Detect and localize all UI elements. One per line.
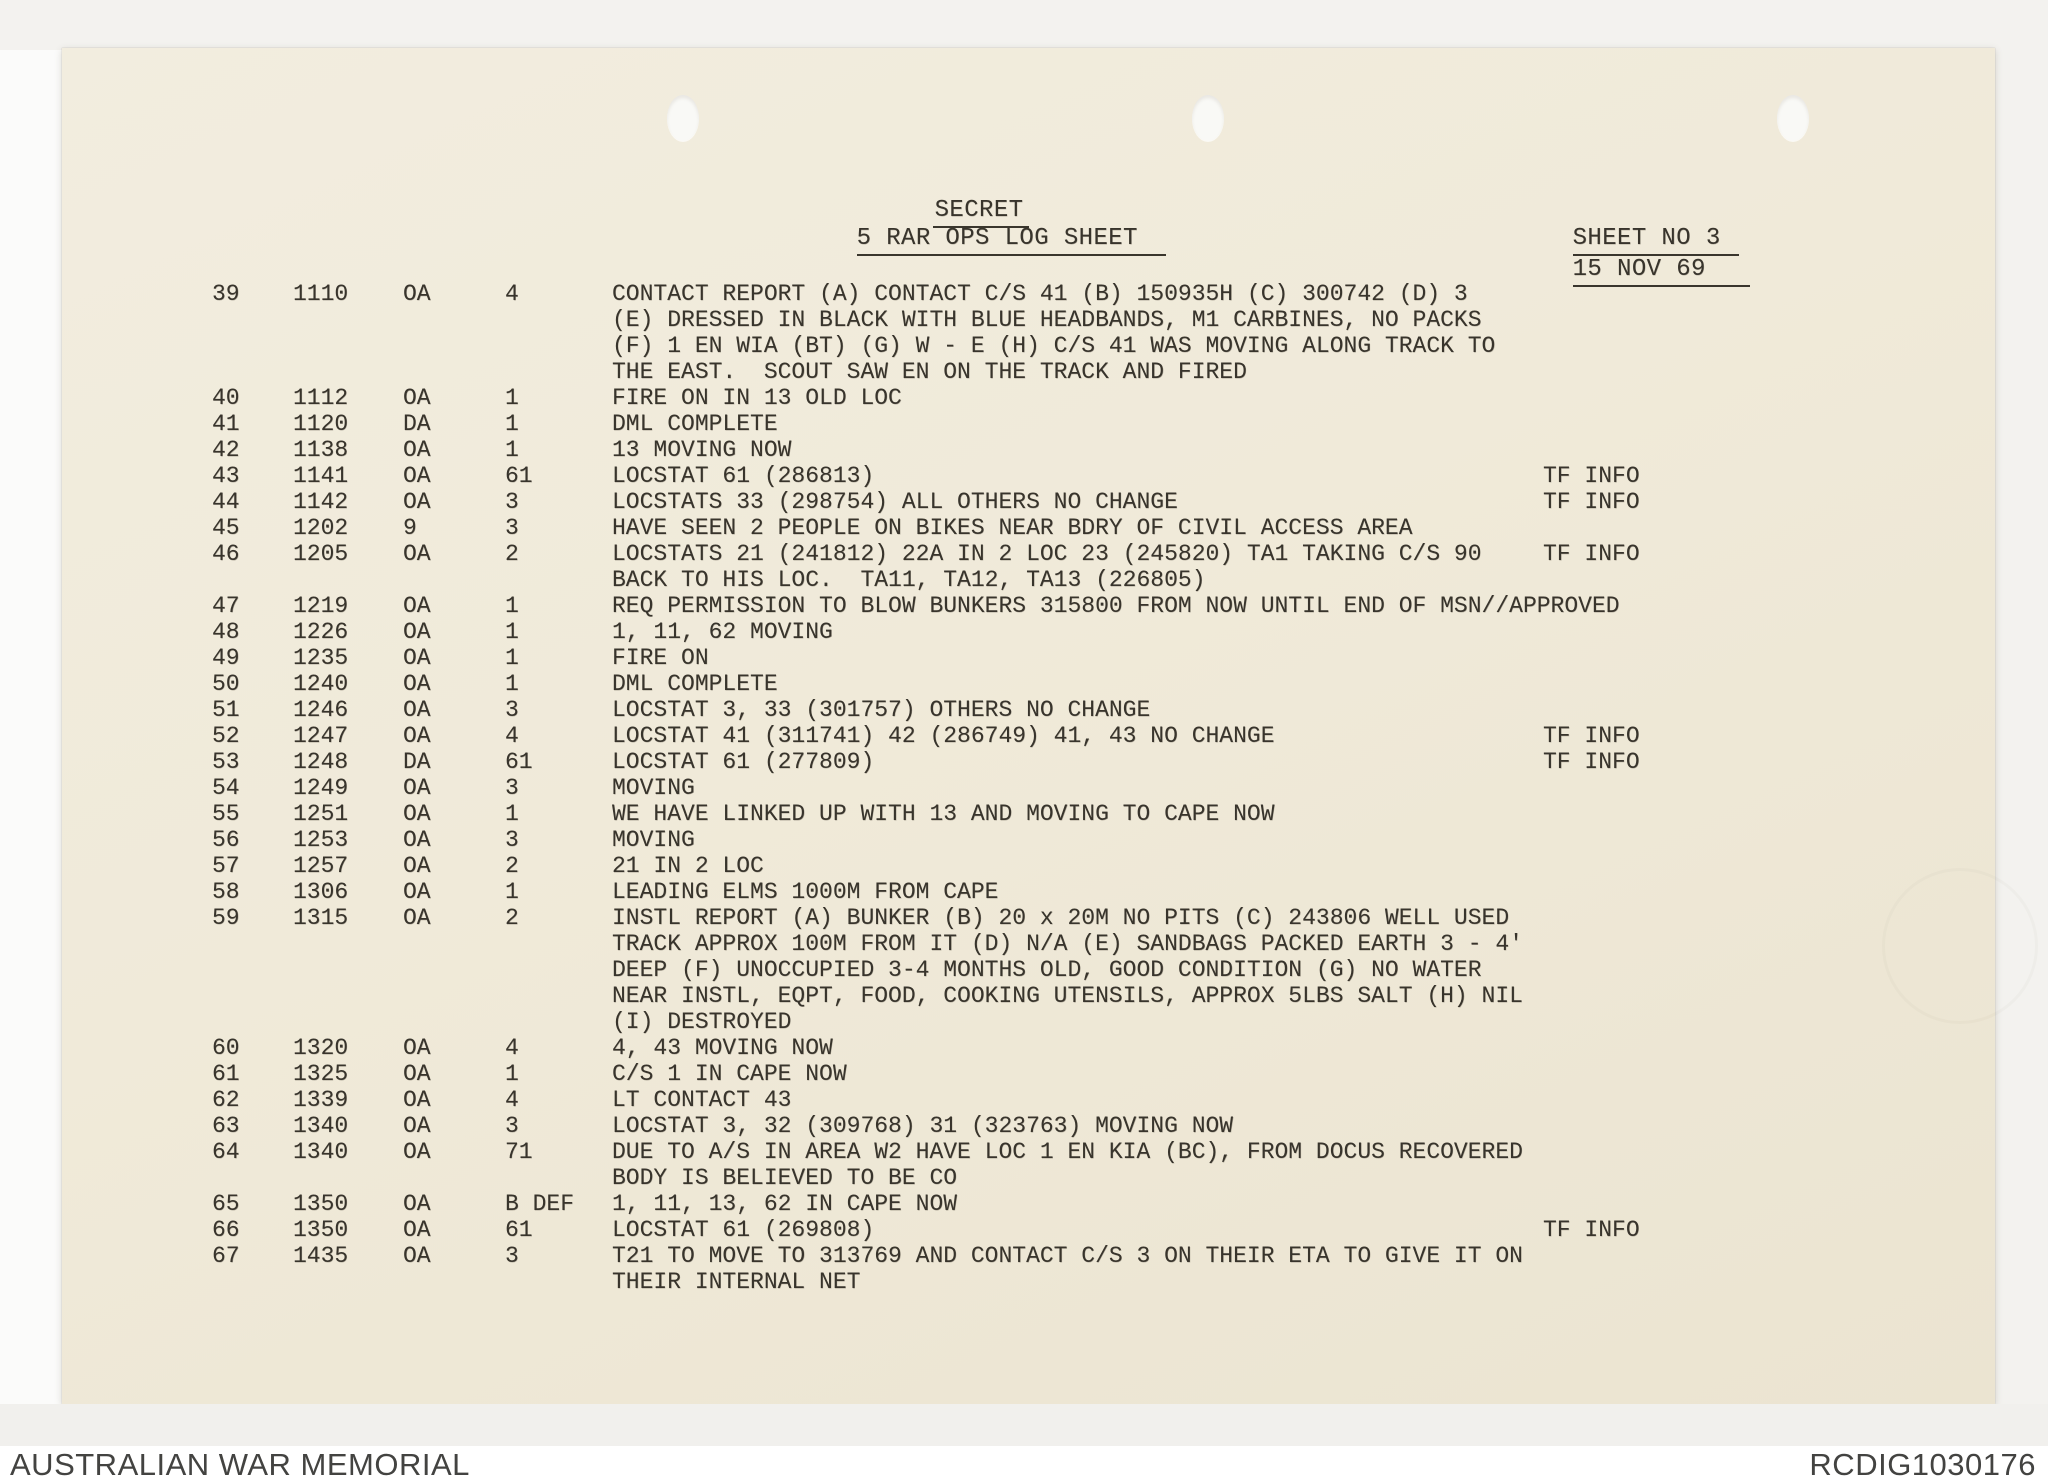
entry-serial: 61 [212,1061,240,1087]
entry-info [1543,1087,2048,1113]
entry-info [1543,281,2048,385]
entry-to: 4 [505,723,519,749]
entry-from: OA [403,541,431,567]
entry-info [1543,801,2048,827]
entry-text [612,749,1543,775]
entry-time: 1138 [293,437,349,463]
entry-info [1543,385,2048,411]
entry-from: DA [403,411,431,437]
entry-text-line: DUE TO A/S IN AREA W2 HAVE LOC 1 EN KIA (BC), FROM DOCUS RECOVERED [612,1139,1523,1165]
log-entry [212,1243,2048,1295]
entry-time: 1253 [293,827,349,853]
entry-text [612,905,1543,1035]
entry-text [612,1243,1543,1295]
entry-serial: 56 [212,827,240,853]
entry-to: 3 [505,1113,519,1139]
sheet-number-text: SHEET NO 3 [1573,225,1739,256]
entry-from: OA [403,697,431,723]
entry-time: 1142 [293,489,349,515]
entry-text-line: LOCSTAT 61 (269808) [612,1217,875,1243]
entry-to: 71 [505,1139,533,1165]
entry-to: 1 [505,593,519,619]
entry-text [612,801,1543,827]
entry-text-line: THE EAST. SCOUT SAW EN ON THE TRACK AND FIRED [612,359,1247,385]
entry-text [612,1113,1543,1139]
entry-to: 61 [505,463,533,489]
entry-from: OA [403,853,431,879]
entry-serial: 48 [212,619,240,645]
entry-time: 1325 [293,1061,349,1087]
entry-text [612,463,1543,489]
entry-to: 1 [505,411,519,437]
entry-from: OA [403,1191,431,1217]
entry-text [612,1035,1543,1061]
entry-time: 1340 [293,1139,349,1165]
entry-text [612,1061,1543,1087]
punch-hole-center [1192,95,1224,141]
entry-from: OA [403,801,431,827]
entry-info [1543,1035,2048,1061]
footer-gray-strip [0,1404,2048,1446]
entry-text-line: CONTACT REPORT (A) CONTACT C/S 41 (B) 150935H (C) 300742 (D) 3 [612,281,1468,307]
entry-text [612,853,1543,879]
entry-text [612,1191,1543,1217]
document-title [827,200,1166,252]
entry-serial: 67 [212,1243,240,1269]
log-entry [212,905,2048,1035]
log-entry [212,437,2048,463]
entry-time: 1240 [293,671,349,697]
entry-serial: 59 [212,905,240,931]
entry-from: OA [403,827,431,853]
entry-text-line: DML COMPLETE [612,671,778,697]
entry-text-line: LOCSTATS 21 (241812) 22A IN 2 LOC 23 (245820) TA1 TAKING C/S 90 [612,541,1482,567]
log-entry [212,801,2048,827]
entry-text-line: T21 TO MOVE TO 313769 AND CONTACT C/S 3 ON THEIR ETA TO GIVE IT ON [612,1243,1523,1269]
entry-time: 1226 [293,619,349,645]
entry-info: TF INFO [1543,749,1640,775]
entry-time: 1350 [293,1217,349,1243]
log-entry [212,515,2048,541]
entry-to: 61 [505,749,533,775]
entry-serial: 49 [212,645,240,671]
entry-time: 1219 [293,593,349,619]
entry-to: 1 [505,671,519,697]
entry-time: 1339 [293,1087,349,1113]
entry-time: 1315 [293,905,349,931]
entry-text [612,1087,1543,1113]
entry-text [612,723,1543,749]
entry-time: 1320 [293,1035,349,1061]
entry-from: OA [403,593,431,619]
entry-time: 1248 [293,749,349,775]
entry-from: OA [403,1035,431,1061]
entry-text [612,1217,1543,1243]
entry-text [612,619,1543,645]
entry-from: DA [403,749,431,775]
entry-from: OA [403,489,431,515]
entry-text-line: WE HAVE LINKED UP WITH 13 AND MOVING TO CAPE NOW [612,801,1275,827]
log-entry [212,827,2048,853]
entry-time: 1340 [293,1113,349,1139]
entry-text-line: INSTL REPORT (A) BUNKER (B) 20 x 20M NO PITS (C) 243806 WELL USED [612,905,1510,931]
entry-info [1543,437,2048,463]
entry-text-line: LOCSTAT 41 (311741) 42 (286749) 41, 43 NO CHANGE [612,723,1275,749]
entry-info [1543,1243,2048,1295]
entry-to: 4 [505,1035,519,1061]
entry-text-line: MOVING [612,827,695,853]
entry-time: 1251 [293,801,349,827]
entry-info [1543,671,2048,697]
entry-to: 1 [505,619,519,645]
log-entry [212,1087,2048,1113]
entry-text-line: LOCSTAT 3, 33 (301757) OTHERS NO CHANGE [612,697,1151,723]
entry-text-line: TRACK APPROX 100M FROM IT (D) N/A (E) SANDBAGS PACKED EARTH 3 - 4' [612,931,1523,957]
entry-to: 3 [505,697,519,723]
log-entry [212,281,2048,385]
entry-to: 2 [505,905,519,931]
entry-from: 9 [403,515,417,541]
entry-text [612,1139,1543,1191]
entry-info [1543,905,2048,1035]
entry-time: 1235 [293,645,349,671]
punch-hole-right [1777,95,1809,141]
document-date [1543,231,1750,283]
document-title-text: 5 RAR OPS LOG SHEET [857,225,1166,256]
entry-to: 3 [505,1243,519,1269]
entry-info [1543,645,2048,671]
entry-text [612,489,1543,515]
entry-text-line: LOCSTAT 61 (286813) [612,463,875,489]
entry-time: 1202 [293,515,349,541]
entry-time: 1435 [293,1243,349,1269]
entry-serial: 66 [212,1217,240,1243]
entry-to: 61 [505,1217,533,1243]
entry-serial: 46 [212,541,240,567]
entry-text-line: 1, 11, 13, 62 IN CAPE NOW [612,1191,958,1217]
entry-text-line: LOCSTAT 3, 32 (309768) 31 (323763) MOVING NOW [612,1113,1234,1139]
log-entry [212,645,2048,671]
entry-from: OA [403,905,431,931]
entry-serial: 60 [212,1035,240,1061]
log-entry [212,411,2048,437]
entry-text-line: DML COMPLETE [612,411,778,437]
entry-info: TF INFO [1543,1217,1640,1243]
entry-serial: 64 [212,1139,240,1165]
entry-to: 3 [505,515,519,541]
entry-to: 3 [505,775,519,801]
entry-serial: 58 [212,879,240,905]
entry-time: 1205 [293,541,349,567]
entry-time: 1247 [293,723,349,749]
entry-time: 1257 [293,853,349,879]
entry-serial: 55 [212,801,240,827]
entry-text-line: LOCSTAT 61 (277809) [612,749,875,775]
log-entry [212,671,2048,697]
log-entry [212,853,2048,879]
entry-info [1543,411,2048,437]
entry-from: OA [403,1243,431,1269]
entry-serial: 47 [212,593,240,619]
entry-info: TF INFO [1543,489,1640,515]
entry-to: 4 [505,281,519,307]
entry-from: OA [403,1217,431,1243]
entry-text-line: MOVING [612,775,695,801]
entry-to: 1 [505,1061,519,1087]
entry-info [1543,1061,2048,1087]
log-entry [212,593,2048,619]
entry-serial: 50 [212,671,240,697]
log-entry [212,385,2048,411]
entry-serial: 41 [212,411,240,437]
entry-time: 1306 [293,879,349,905]
entry-from: OA [403,385,431,411]
entry-text-line: (I) DESTROYED [612,1009,792,1035]
entry-serial: 65 [212,1191,240,1217]
entry-time: 1249 [293,775,349,801]
entry-serial: 54 [212,775,240,801]
log-entries [0,281,2048,1295]
entry-info [1543,879,2048,905]
archive-reference-id: RCDIG1030176 [1809,1447,2036,1482]
entry-serial: 39 [212,281,240,307]
log-entry [212,1035,2048,1061]
entry-text-line: (E) DRESSED IN BLACK WITH BLUE HEADBANDS, M1 CARBINES, NO PACKS [612,307,1482,333]
entry-serial: 51 [212,697,240,723]
entry-info [1543,775,2048,801]
entry-from: OA [403,879,431,905]
entry-text-line: BACK TO HIS LOC. TA11, TA12, TA13 (226805) [612,567,1206,593]
entry-text-line: (F) 1 EN WIA (BT) (G) W - E (H) C/S 41 WAS MOVING ALONG TRACK TO [612,333,1496,359]
entry-from: OA [403,671,431,697]
entry-text [612,697,1543,723]
entry-from: OA [403,775,431,801]
entry-time: 1120 [293,411,349,437]
log-entry [212,1217,2048,1243]
entry-from: OA [403,437,431,463]
log-entry [212,697,2048,723]
entry-text [612,775,1543,801]
entry-text-line: DEEP (F) UNOCCUPIED 3-4 MONTHS OLD, GOOD CONDITION (G) NO WATER [612,957,1482,983]
entry-serial: 63 [212,1113,240,1139]
entry-text-line: C/S 1 IN CAPE NOW [612,1061,847,1087]
entry-serial: 40 [212,385,240,411]
entry-from: OA [403,1061,431,1087]
entry-serial: 52 [212,723,240,749]
entry-from: OA [403,1139,431,1165]
entry-text-line: BODY IS BELIEVED TO BE CO [612,1165,958,1191]
log-entry [212,541,2048,593]
log-entry [212,619,2048,645]
entry-text [612,645,1543,671]
entry-text-line: FIRE ON [612,645,709,671]
entry-from: OA [403,1113,431,1139]
entry-info [1543,827,2048,853]
entry-info [1543,515,2048,541]
entry-from: OA [403,645,431,671]
entry-info [1543,1191,2048,1217]
entry-serial: 42 [212,437,240,463]
entry-time: 1246 [293,697,349,723]
entry-info [1543,1113,2048,1139]
entry-text-line: HAVE SEEN 2 PEOPLE ON BIKES NEAR BDRY OF CIVIL ACCESS AREA [612,515,1413,541]
entry-text-line: 21 IN 2 LOC [612,853,764,879]
log-entry [212,463,2048,489]
log-entry [212,749,2048,775]
classification-text: SECRET [933,197,1030,228]
entry-time: 1112 [293,385,349,411]
entry-from: OA [403,1087,431,1113]
entry-to: 2 [505,853,519,879]
entry-text [612,281,1543,385]
entry-serial: 62 [212,1087,240,1113]
log-entry [212,1139,2048,1191]
document-date-text: 15 NOV 69 [1573,256,1750,287]
archive-institution-label: AUSTRALIAN WAR MEMORIAL [10,1447,470,1482]
entry-from: OA [403,723,431,749]
entry-text [612,541,1543,593]
entry-text [612,515,1543,541]
entry-text-line: FIRE ON IN 13 OLD LOC [612,385,902,411]
entry-info: TF INFO [1543,723,1640,749]
entry-to: 1 [505,879,519,905]
entry-to: 4 [505,1087,519,1113]
punch-hole-left [667,95,699,141]
entry-serial: 57 [212,853,240,879]
entry-to: B DEF [505,1191,575,1217]
entry-to: 1 [505,385,519,411]
entry-serial: 43 [212,463,240,489]
entry-info: TF INFO [1543,463,1640,489]
log-entry [212,775,2048,801]
entry-from: OA [403,619,431,645]
entry-time: 1350 [293,1191,349,1217]
entry-to: 2 [505,541,519,567]
log-entry [212,1191,2048,1217]
entry-to: 3 [505,827,519,853]
entry-text [612,671,1543,697]
entry-text-line: LOCSTATS 33 (298754) ALL OTHERS NO CHANGE [612,489,1178,515]
entry-text [612,385,1543,411]
entry-info: TF INFO [1543,541,1640,567]
entry-to: 1 [505,801,519,827]
entry-serial: 45 [212,515,240,541]
entry-text [612,437,1543,463]
entry-info [1543,697,2048,723]
entry-text-line: NEAR INSTL, EQPT, FOOD, COOKING UTENSILS, APPROX 5LBS SALT (H) NIL [612,983,1523,1009]
entry-text-line: 1, 11, 62 MOVING [612,619,833,645]
entry-text [612,827,1543,853]
entry-text-line: LEADING ELMS 1000M FROM CAPE [612,879,999,905]
entry-text-line: THEIR INTERNAL NET [612,1269,861,1295]
entry-text-line: 13 MOVING NOW [612,437,792,463]
entry-text-line: 4, 43 MOVING NOW [612,1035,833,1061]
entry-from: OA [403,463,431,489]
entry-to: 1 [505,437,519,463]
entry-info [1543,1139,2048,1191]
entry-time: 1141 [293,463,349,489]
entry-serial: 44 [212,489,240,515]
entry-to: 3 [505,489,519,515]
log-entry [212,1061,2048,1087]
log-entry [212,723,2048,749]
entry-text-line: REQ PERMISSION TO BLOW BUNKERS 315800 FROM NOW UNTIL END OF MSN//APPROVED [612,593,1620,619]
entry-text [612,879,1543,905]
entry-info [1543,853,2048,879]
log-entry [212,1113,2048,1139]
entry-info [1543,593,2048,619]
entry-time: 1110 [293,281,349,307]
entry-to: 1 [505,645,519,671]
log-entry [212,879,2048,905]
entry-text [612,593,1620,619]
entry-text [612,411,1543,437]
entry-serial: 53 [212,749,240,775]
entry-text-line: LT CONTACT 43 [612,1087,792,1113]
entry-from: OA [403,281,431,307]
log-entry [212,489,2048,515]
entry-info [1543,619,2048,645]
